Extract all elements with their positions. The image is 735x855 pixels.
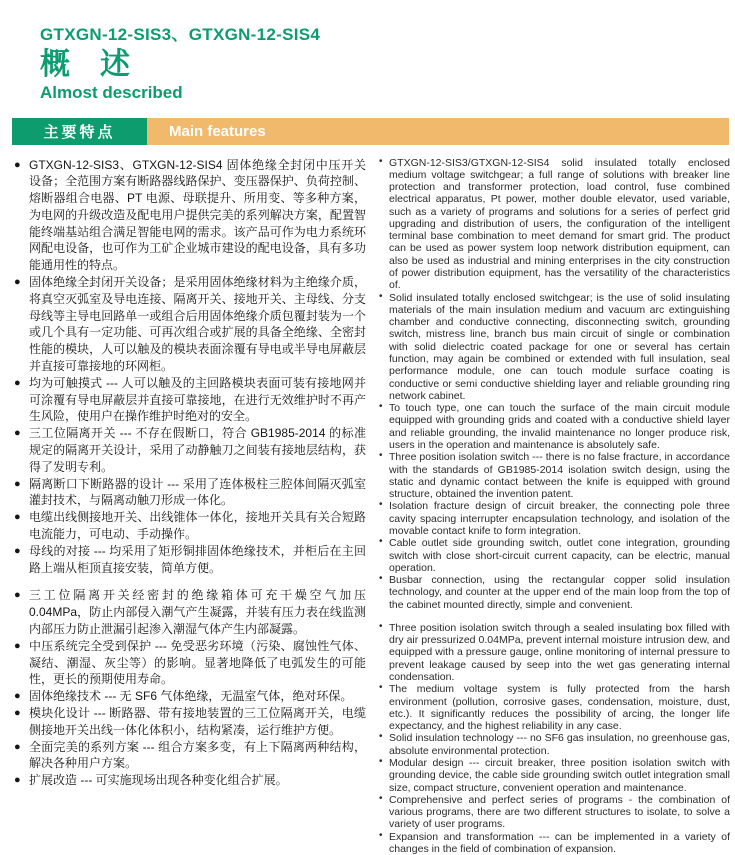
bullet-icon: ● — [14, 510, 21, 525]
bullet-icon: • — [379, 499, 383, 511]
list-item-text: 固体绝缘全封闭开关设备；是采用固体绝缘材料为主绝缘介质，将真空灭弧室及导电连接、隔离开关、接地开关、主母线、分支母线等主导电回路单一或组合后用固体绝缘介质包覆封装为一个或几个具有一定功能、可再次组合或扩展的具备全绝缘、全密封性能的模块，人可以触及的模块表面涂覆有导电或半导电屏蔽层并直接可靠接地的环网柜。 — [29, 275, 366, 373]
list-item — [378, 451, 730, 500]
list-item — [14, 688, 366, 705]
list-item — [14, 638, 366, 688]
bullet-icon: • — [379, 156, 383, 168]
features-content — [0, 145, 735, 855]
overview-heading-en: Almost described — [40, 83, 735, 103]
list-item — [378, 683, 730, 732]
list-item-text: 中压系统完全受到保护 --- 免受恶劣环境（污染、腐蚀性气体、凝结、潮湿、灰尘等）的影响。显著地降低了电弧发生的可能性，更长的预期使用寿命。 — [29, 639, 366, 687]
bullet-icon: ● — [14, 544, 21, 559]
bullet-icon: • — [379, 536, 383, 548]
list-item — [378, 157, 730, 292]
list-item — [378, 500, 730, 537]
list-item-text: 全面完美的系列方案 --- 组合方案多变，有上下隔离两种结构，解决各种用户方案。 — [29, 740, 366, 771]
list-item — [14, 772, 366, 789]
list-item-text: Busbar connection, using the rectangular copper solid insulation technology, and counter at the upper end of the main loop from the top of the cabinet mounted directly, simple and convenient. — [389, 574, 730, 611]
list-item-text: Cable outlet side grounding switch, outlet cone integration, grounding switch with close short-circuit current capacity, can be electric, manual operation. — [389, 537, 730, 574]
list-item-text: 扩展改造 --- 可实施现场出现各种变化组合扩展。 — [29, 773, 288, 787]
list-item — [14, 587, 366, 637]
list-item — [378, 757, 730, 794]
list-item-text: Modular design --- circuit breaker, three position isolation switch with grounding device, the cable side grounding switch outlet integration small size, compact structure, convenient operation and maintenance. — [389, 757, 730, 794]
list-item — [378, 537, 730, 574]
list-item-text: 均为可触摸式 --- 人可以触及的主回路模块表面可装有接地网并可涂覆有导电屏蔽层并直接可靠接地，在进行无效维护时不再产生风险，使用户在操作维护时绝对的安全。 — [29, 376, 366, 424]
bullet-icon: • — [379, 621, 383, 633]
bullet-icon: ● — [14, 639, 21, 654]
list-item — [14, 739, 366, 773]
features-list-zh — [14, 157, 366, 855]
bullet-icon: ● — [14, 588, 21, 603]
bullet-icon: • — [379, 450, 383, 462]
list-item — [378, 574, 730, 611]
list-item-text: Three position isolation switch --- there is no false fracture, in accordance with the standards of GB1985-2014 isolation switch design, using the static and dynamic contact between the knife is equipped with ground structure, obtained the invention patent. — [389, 451, 730, 500]
bullet-icon: ● — [14, 773, 21, 788]
bullet-icon: • — [379, 731, 383, 743]
list-item — [378, 292, 730, 403]
list-item-text: Solid insulation technology --- no SF6 gas insulation, no greenhouse gas, absolute environmental protection. — [389, 732, 730, 756]
bullet-icon: • — [379, 573, 383, 585]
bullet-icon: ● — [14, 740, 21, 755]
list-item-text: 固体绝缘技术 --- 无 SF6 气体绝缘，无温室气体，绝对环保。 — [29, 689, 352, 703]
list-item — [378, 794, 730, 831]
list-item-text: Solid insulated totally enclosed switchgear; is the use of solid insulating materials of the main insulation medium and vacuum arc extinguishing chamber and conductive connecting, disconnecting switch, grounding switch, mistress line, branch bus main circuit of single or combination with solid dielectric coated package for one or several has certain function, may again be combined or extended with full insulation, seal performance module, one can touch module surface coating is conductive or semi conductive shielding layer and reliable grounding ring network cabinet. — [389, 292, 730, 402]
list-item-text: 母线的对接 --- 均采用了矩形铜排固体绝缘技术，并柜后在主回路上端从柜顶直接安装，简单方便。 — [29, 544, 366, 575]
features-list-en — [378, 157, 730, 855]
bullet-icon: • — [379, 756, 383, 768]
bullet-icon: • — [379, 793, 383, 805]
list-item-text: Comprehensive and perfect series of programs - the combination of various programs, there are two different structures to isolate, to solve a variety of user programs. — [389, 794, 730, 831]
features-bar — [12, 118, 729, 145]
list-item — [378, 831, 730, 855]
list-item — [378, 402, 730, 451]
list-item — [14, 509, 366, 543]
bullet-icon: • — [379, 830, 383, 842]
list-item — [378, 732, 730, 757]
bullet-icon: ● — [14, 689, 21, 704]
overview-heading-zh: 概 述 — [40, 49, 735, 81]
list-item — [14, 425, 366, 475]
list-item — [14, 543, 366, 577]
bullet-icon: ● — [14, 376, 21, 391]
list-item — [14, 375, 366, 425]
list-item — [14, 705, 366, 739]
list-item — [14, 157, 366, 275]
product-title: GTXGN-12-SIS3、GTXGN-12-SIS4 — [40, 20, 735, 45]
features-bar-label-zh: 主要特点 — [12, 118, 147, 145]
list-item-text: Three position isolation switch through a sealed insulating box filled with dry air pressurized 0.04MPa, prevent internal moisture intrusion dew, and equipped with a pressure gauge, online monitoring of internal pressure to prevent leakage caused by seep into the wet gas generating internal condensation. — [389, 622, 730, 683]
bullet-icon: ● — [14, 477, 21, 492]
list-item-text: The medium voltage system is fully protected from the harsh environment (pollution, corrosive gases, condensation, moisture, dust, etc.). It significantly reduces the possibility of arcing, the longer life expectancy, and the highest reliability in any case. — [389, 683, 730, 732]
list-item-text: GTXGN-12-SIS3/GTXGN-12-SIS4 solid insulated totally enclosed medium voltage switchgear; a full range of solutions with breaker line protection and transformer protection, load control, fuse combined electrical apparatus, Pt power, mother double elevator, used variable, such as a variety of programs and solutions for a series of perfect grid upgrading and distribution of users, the configuration of the intelligent terminal base combination to meet demand for smart grid. The product can be used as power system loop network distribution equipment, can also be used as industrial and mining enterprises in the city construction of power distribution equipment, has the versatility of the characteristics of. — [389, 157, 730, 292]
list-item-text: 三工位隔离开关 --- 不存在假断口，符合 GB1985-2014 的标准规定的隔离开关设计，采用了动静触刀之间装有接地层结构，获得了发明专利。 — [29, 426, 366, 474]
bullet-icon: ● — [14, 158, 21, 173]
list-item-text: Isolation fracture design of circuit breaker, the connecting pole three cavity spacing interrupter encapsulation technology, and isolation of the movable contact knife to form integration. — [389, 500, 730, 537]
page-header — [0, 0, 735, 103]
list-item-text: 模块化设计 --- 断路器、带有接地装置的三工位隔离开关，电缆侧接地开关出线一体化体积小，结构紧凑，运行维护方便。 — [29, 706, 366, 737]
list-item-text: GTXGN-12-SIS3、GTXGN-12-SIS4 固体绝缘全封闭中压开关设备；全范围方案有断路器线路保护、变压器保护、负荷控制、熔断器组合电器、PT 电源、母联提升、所用变、等多种方案，为电网的升级改造及配电用户提供完美的系列解决方案，配置智能终端基站组合满足智能电网的需求。该产品可作为电力系统环网配电设备，也可作为工矿企业城市建设的配电设备，具有多功能通用性的特点。 — [29, 158, 366, 273]
list-item — [14, 274, 366, 375]
bullet-icon: • — [379, 682, 383, 694]
list-item-text: 电缆出线侧接地开关、出线锥体一体化，接地开关具有关合短路电流能力，可电动、手动操作。 — [29, 510, 366, 541]
bullet-icon: ● — [14, 275, 21, 290]
bullet-icon: ● — [14, 706, 21, 721]
list-item — [378, 622, 730, 683]
list-item-text: To touch type, one can touch the surface of the main circuit module equipped with grounding grids and coated with a conductive shield layer and reliable grounding, the invalid maintenance no longer produce risk, users in the operation and maintenance is absolutely safe. — [389, 402, 730, 451]
list-item-text: 三工位隔离开关经密封的绝缘箱体可充干燥空气加压 0.04MPa，防止内部侵入潮气产生凝露，并装有压力表在线监测内部压力防止泄漏引起渗入潮湿气体产生内部凝露。 — [29, 588, 366, 636]
bullet-icon: • — [379, 401, 383, 413]
bullet-icon: ● — [14, 426, 21, 441]
list-item — [14, 476, 366, 510]
bullet-icon: • — [379, 291, 383, 303]
list-item-text: 隔离断口下断路器的设计 --- 采用了连体极柱三腔体间隔灭弧室灌封技术，与隔离动触刀形成一体化。 — [29, 477, 366, 508]
list-item-text: Expansion and transformation --- can be implemented in a variety of changes in the field of combination of expansion. — [389, 831, 730, 855]
features-bar-label-en: Main features — [147, 118, 729, 145]
